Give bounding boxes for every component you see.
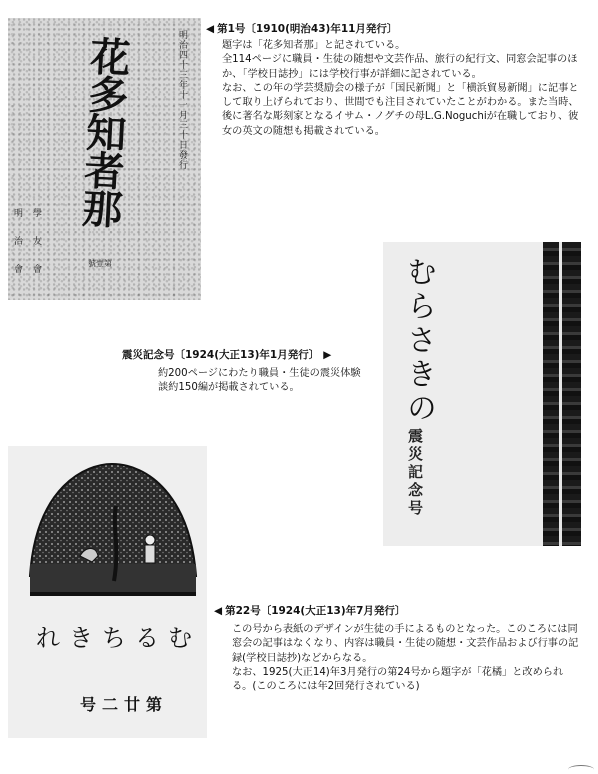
cover-2-subtitle: 震災記念号: [406, 428, 424, 518]
left-arrow-icon: ◀: [206, 23, 215, 35]
cover-1-date: 明治四十三年十一月三十日發行: [177, 30, 187, 170]
cover-3-title: れきちるむ: [36, 624, 201, 652]
cover-1-title: 花多知者那: [75, 34, 132, 228]
cover-2-spine: [543, 242, 581, 546]
right-arrow-icon: ▶: [323, 349, 332, 361]
issue-2-para-1: 約200ページにわたり職員・生徒の震災体験談約150編が掲載されている。: [158, 368, 361, 394]
cover-1-col-2: 治友: [14, 237, 53, 247]
issue-3-para-2: なお、1925(大正14)年3月発行の第24号から題字が「花橘」と改められる。(このころには年2回発行されている): [232, 666, 564, 693]
cover-issue-22: [8, 446, 207, 738]
cover-1-col-3: 會會: [14, 265, 53, 275]
issue-3-description: [232, 623, 580, 694]
issue-1-para-1: 題字は「花多知者那」と記されている。: [222, 40, 406, 51]
issue-1-heading-text: 第1号〔1910(明治43)年11月発行〕: [217, 23, 398, 35]
cover-3-figure-body: [145, 545, 155, 563]
page-corner-mark: [568, 765, 594, 774]
left-arrow-icon-2: ◀: [214, 605, 223, 617]
cover-2-title: むらさきの: [401, 256, 436, 426]
cover-3-figure-head: [145, 535, 155, 545]
cover-2-spine-stripe: [559, 242, 562, 546]
issue-3-heading: [214, 604, 405, 618]
issue-1-description: [222, 39, 584, 139]
issue-1-para-3: なお、この年の学芸奨励会の様子が「国民新聞」と「横浜貿易新聞」に記事として取り上げられており、世間でも注目されていたことがわかる。また当時、後に著名な彫刻家となるイサム・ノグチの母L.G.Noguchiが在職しており、彼女の英文の随想も掲載されている。: [222, 82, 579, 137]
cover-3-tree: [114, 506, 116, 581]
issue-2-heading-text: 震災記念号〔1924(大正13)年1月発行〕: [122, 349, 320, 361]
cover-3-number: 号二廿第: [80, 695, 169, 714]
issue-2-description: [158, 367, 362, 396]
issue-1-para-2: 全114ページに職員・生徒の随想や文芸作品、旅行の紀行文、同窓会記事のほか、「学校日誌抄」には学校行事が詳細に記されている。: [222, 54, 578, 80]
cover-1-number: 號壹第: [88, 259, 112, 268]
cover-earthquake-issue: [383, 242, 581, 546]
issue-3-heading-text: 第22号〔1924(大正13)年7月発行〕: [225, 605, 406, 617]
issue-3-para-1: この号から表紙のデザインが生徒の手によるものとなった。このころには同窓会の記事はなくなり、内容は職員・生徒の随想・文芸作品および行事の記録(学校日誌抄)などからなる。: [232, 624, 579, 664]
issue-2-heading: [122, 348, 334, 362]
cover-1-col-1: 明學: [14, 209, 53, 219]
cover-3-base: [30, 592, 196, 596]
cover-issue-1: [8, 18, 201, 300]
issue-1-heading: [206, 22, 397, 36]
